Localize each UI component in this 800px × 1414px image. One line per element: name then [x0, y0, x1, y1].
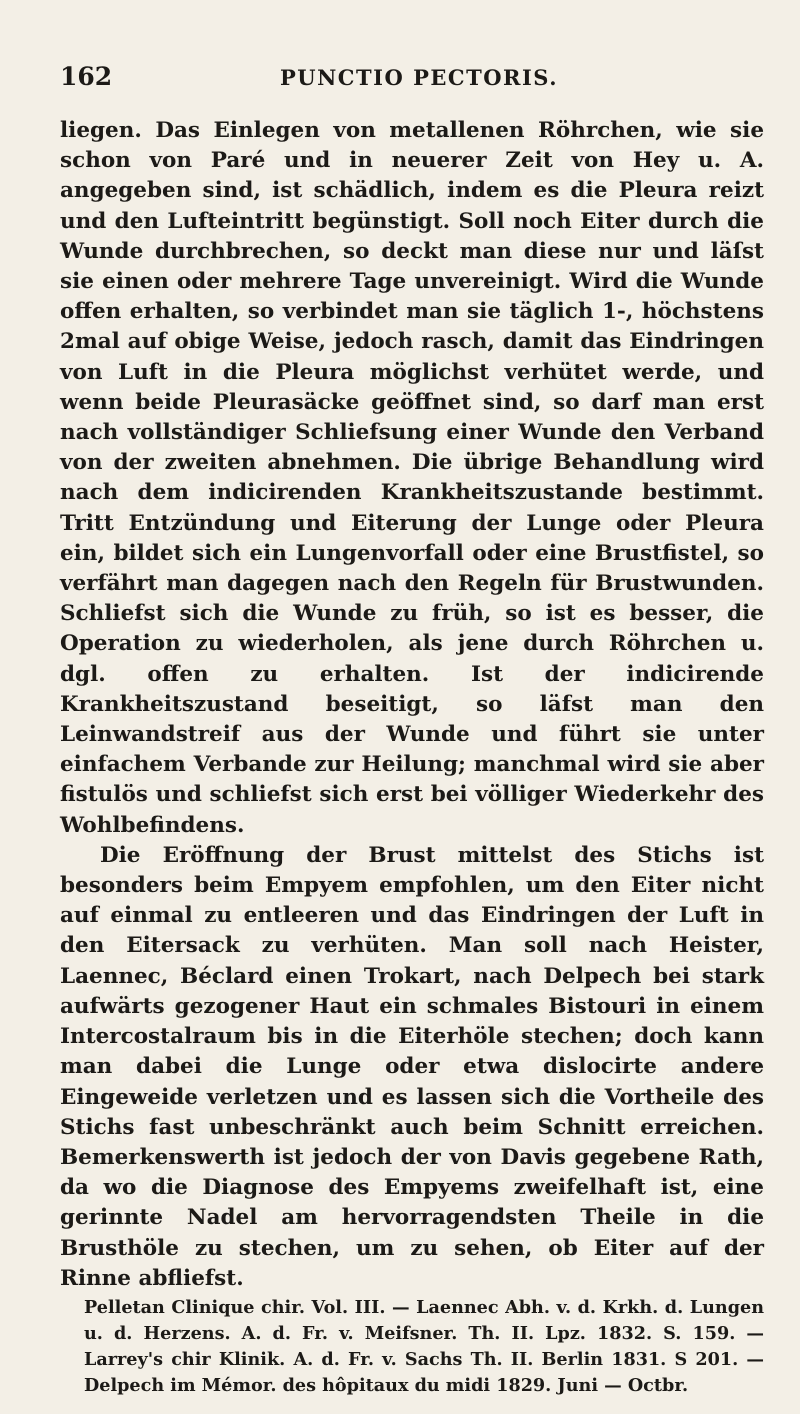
page-number: 162: [60, 62, 113, 91]
paragraph-1: liegen. Das Einlegen von metallenen Röhrchen, wie sie schon von Paré und in neuerer Zeit von Hey u. A. angegeben sind, ist schädlich, indem es die Pleura reizt und den Lufteintritt begünstigt. Soll noch Eiter durch die Wunde durchbrechen, so deckt man diese nur und läſst sie einen oder mehrere Tage unvereinigt. Wird die Wunde offen erhalten, so verbindet man sie täglich 1-, höchstens 2mal auf obige Weise, jedoch rasch, damit das Eindringen von Luft in die Pleura möglichst verhütet werde, und wenn beide Pleurasäcke geöffnet sind, so darf man erst nach vollständiger Schliefsung einer Wunde den Verband von der zweiten abnehmen. Die übrige Behandlung wird nach dem indicirenden Krankheitszustande bestimmt. Tritt Entzündung und Eiterung der Lunge oder Pleura ein, bildet sich ein Lungenvorfall oder eine Brustfistel, so verfährt man dagegen nach den Regeln für Brustwunden. Schliefst sich die Wunde zu früh, so ist es besser, die Operation zu wiederholen, als jene durch Röhrchen u. dgl. offen zu erhalten. Ist der indicirende Krankheitszustand beseitigt, so läfst man den Leinwandstreif aus der Wunde und führt sie unter einfachem Verbande zur Heilung; manchmal wird sie aber fistulös und schliefst sich erst bei völliger Wiederkehr des Wohlbefindens.: [60, 118, 764, 838]
body-text: [60, 116, 764, 1294]
running-head: [60, 62, 764, 102]
running-title: PUNCTIO PECTORIS.: [280, 65, 559, 90]
footnote-references: Pelletan Clinique chir. Vol. III. — Laennec Abh. v. d. Krkh. d. Lungen u. d. Herzens. A. d. Fr. v. Meifsner. Th. II. Lpz. 1832. S. 159. — Larrey's chir Klinik. A. d. Fr. v. Sachs Th. II. Berlin 1831. S 201. — Delpech im Mémor. des hôpitaux du midi 1829. Juni — Octbr.: [84, 1296, 764, 1396]
paragraph-2: Die Eröffnung der Brust mittelst des Stichs ist besonders beim Empyem empfohlen, um den Eiter nicht auf einmal zu entleeren und das Eindringen der Luft in den Eitersack zu verhüten. Man soll nach Heister, Laennec, Béclard einen Trokart, nach Delpech bei stark aufwärts gezogener Haut ein schmales Bistouri in einem Intercostalraum bis in die Eiterhöle stechen; doch kann man dabei die Lunge oder etwa dislocirte andere Eingeweide verletzen und es lassen sich die Vortheile des Stichs fast unbeschränkt auch beim Schnitt erreichen. Bemerkenswerth ist jedoch der von Davis gegebene Rath, da wo die Diagnose des Empyems zweifelhaft ist, eine gerinnte Nadel am hervorragendsten Theile in die Brusthöle zu stechen, um zu sehen, ob Eiter auf der Rinne abfliefst.: [60, 842, 764, 1291]
